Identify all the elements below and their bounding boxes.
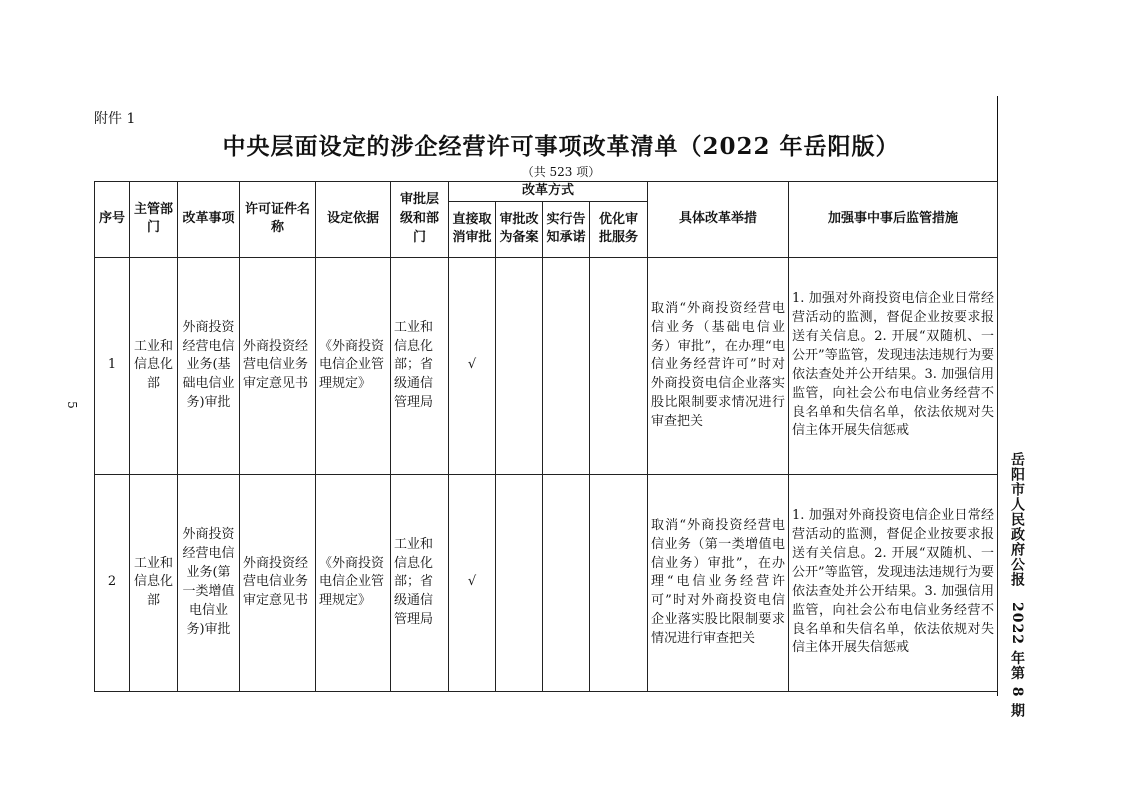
cell-basis: 《外商投资电信企业管理规定》	[316, 257, 391, 474]
cell-supervision: 1. 加强对外商投资电信企业日常经营活动的监测，督促企业按要求报送有关信息。2. 开展“双随机、一公开”等监管，发现违法违规行为要依法查处并公开结果。3. 加强信用监管，向社会公布电信业务经营不良名单和失信名单，依法依规对失信主体开展失信惩戒	[789, 257, 998, 474]
cell-cancel: √	[449, 257, 496, 474]
cell-dept: 工业和信息化部	[130, 257, 178, 474]
cell-license: 外商投资经营电信业务审定意见书	[240, 257, 316, 474]
header-basis: 设定依据	[316, 182, 391, 258]
cell-seq: 2	[95, 474, 130, 691]
table-row	[95, 257, 998, 474]
cell-dept: 工业和信息化部	[130, 474, 178, 691]
cell-basis: 《外商投资电信企业管理规定》	[316, 474, 391, 691]
cell-promise	[543, 474, 590, 691]
cell-approval: 工业和信息化部；省级通信管理局	[391, 474, 449, 691]
cell-filing	[496, 474, 543, 691]
cell-promise	[543, 257, 590, 474]
total-count: （共 523 项）	[521, 165, 601, 179]
cell-approval: 工业和信息化部；省级通信管理局	[391, 257, 449, 474]
table-row	[95, 474, 998, 691]
cell-license: 外商投资经营电信业务审定意见书	[240, 474, 316, 691]
cell-cancel: √	[449, 474, 496, 691]
reform-table	[94, 181, 998, 692]
cell-measures: 取消“外商投资经营电信业务（第一类增值电信业务）审批”，在办理“电信业务经营许可”时对外商投资电信企业落实股比限制要求情况进行审查把关	[648, 474, 789, 691]
header-item: 改革事项	[178, 182, 240, 258]
cell-item: 外商投资经营电信业务(第一类增值电信业务)审批	[178, 474, 240, 691]
header-dept: 主管部门	[130, 182, 178, 258]
cell-optimize	[590, 474, 648, 691]
header-license: 许可证件名称	[240, 182, 316, 258]
cell-filing	[496, 257, 543, 474]
document-title: 中央层面设定的涉企经营许可事项改革清单（2022 年岳阳版）	[222, 133, 900, 160]
cell-supervision: 1. 加强对外商投资电信企业日常经营活动的监测，督促企业按要求报送有关信息。2. 开展“双随机、一公开”等监管，发现违法违规行为要依法查处并公开结果。3. 加强信用监管，向社会公布电信业务经营不良名单和失信名单，依法依规对失信主体开展失信惩戒	[789, 474, 998, 691]
header-seq: 序号	[95, 182, 130, 258]
cell-item: 外商投资经营电信业务(基础电信业务)审批	[178, 257, 240, 474]
attachment-label: 附件 1	[94, 111, 136, 127]
cell-measures: 取消“外商投资经营电信业务（基础电信业务）审批”，在办理“电信业务经营许可”时对外商投资电信企业落实股比限制要求情况进行审查把关	[648, 257, 789, 474]
header-approval: 审批层级和部门	[391, 182, 449, 258]
page-number: 5	[64, 401, 79, 409]
header-promise: 实行告知承诺	[543, 201, 590, 257]
header-filing: 审批改为备案	[496, 201, 543, 257]
cell-seq: 1	[95, 257, 130, 474]
header-optimize: 优化审批服务	[590, 201, 648, 257]
header-reform-method: 改革方式	[449, 182, 648, 202]
cell-optimize	[590, 257, 648, 474]
header-cancel: 直接取消审批	[449, 201, 496, 257]
header-supervision: 加强事中事后监管措施	[789, 182, 998, 258]
journal-sidebar: 岳阳市人民政府公报 2022 年第 8 期	[1009, 452, 1025, 719]
header-measures: 具体改革举措	[648, 182, 789, 258]
